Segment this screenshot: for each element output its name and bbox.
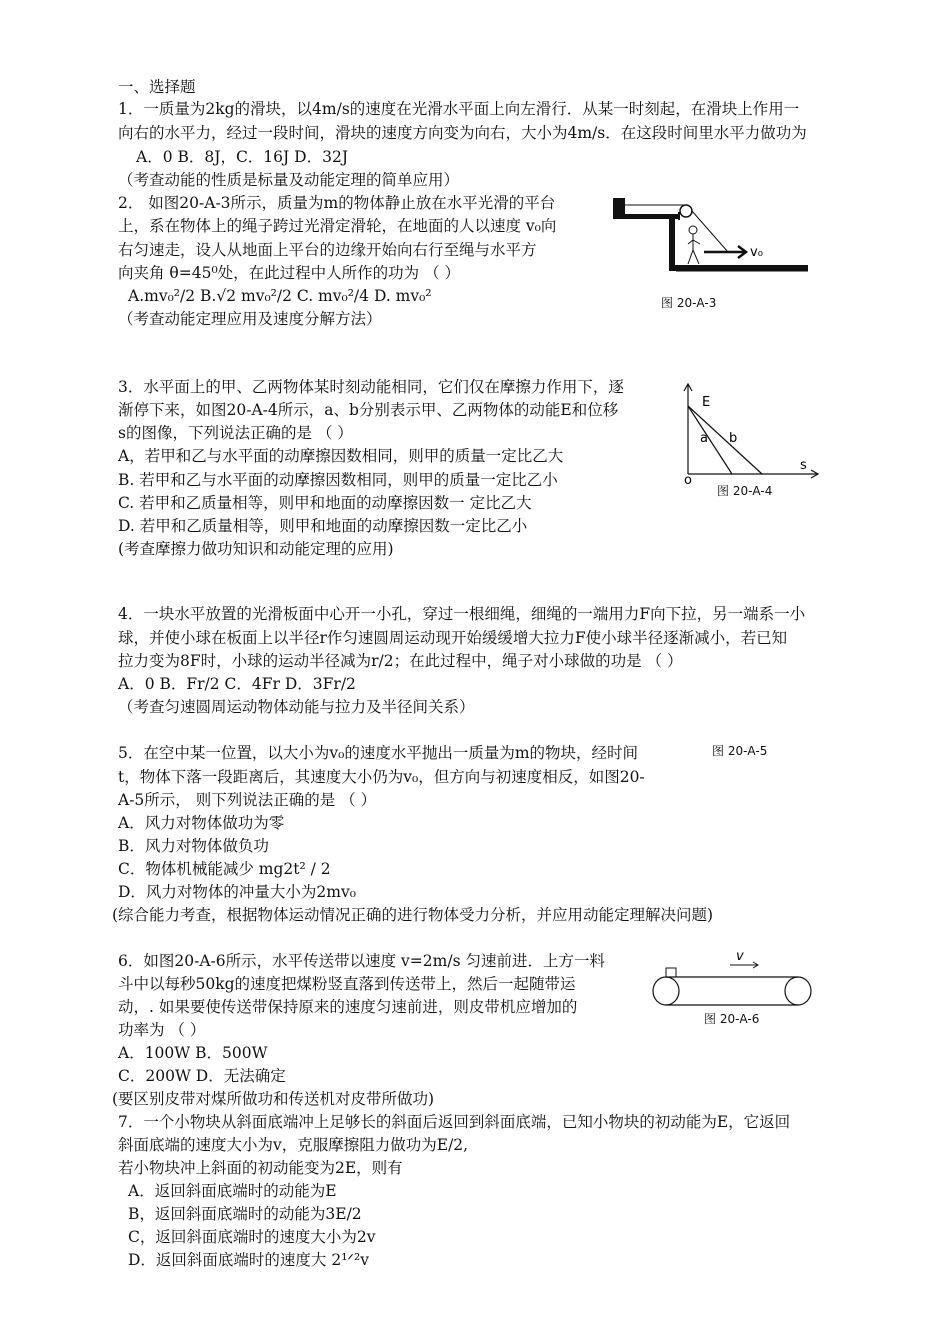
q3-line: 渐停下来，如图20-A-4所示，a、b分别表示甲、乙两物体的动能E和位移 <box>118 401 619 419</box>
q1-line: 向右的水平力，经过一段时间，滑块的速度方向变为向右，大小为4m/s．在这段时间里水平力做功为 <box>118 124 807 142</box>
q2-line: 右匀速走，设人从地面上平台的边缘开始向右行至绳与水平方 <box>118 241 537 259</box>
q6-note: (要区别皮带对煤所做功和传送机对皮带所做功) <box>112 1090 435 1108</box>
q6-options: A．100W B．500W <box>118 1044 268 1062</box>
q5-line: A-5所示， 则下列说法正确的是 （ ） <box>118 791 377 809</box>
q4-options: A．0 B．Fr/2 C．4Fr D．3Fr/2 <box>118 675 356 693</box>
axis-s-label: s <box>800 458 807 473</box>
q3-line: 3．水平面上的甲、乙两物体某时刻动能相同，它们仅在摩擦力作用下，逐 <box>118 378 624 396</box>
q4-line: 球，并使小球在板面上以半径r作匀速圆周运动现开始缓缓增大拉力F使小球半径逐渐减小，若已知 <box>118 629 788 647</box>
q3-option-c: C. 若甲和乙质量相等，则甲和地面的动摩擦因数一 定比乙大 <box>118 494 532 512</box>
q1-options: A．0 B．8J，C．16J D．32J <box>136 148 349 166</box>
q7-option-b: B，返回斜面底端时的动能为3E/2 <box>128 1205 362 1223</box>
q2-line: 上，系在物体上的绳子跨过光滑定滑轮，在地面的人以速度 v₀向 <box>118 217 557 235</box>
coal-block <box>666 968 676 977</box>
q5-option-c: C．物体机械能减少 mg2t² / 2 <box>118 860 331 878</box>
q4-line: 4．一块水平放置的光滑板面中心开一小孔，穿过一根细绳，细绳的一端用力F向下拉，另一端系一小 <box>118 605 806 623</box>
velocity-arrow-icon <box>704 246 746 258</box>
figure-caption: 图 20-A-5 <box>712 744 768 758</box>
figure-20-a-4 <box>682 380 822 488</box>
q5-line: 5．在空中某一位置，以大小为v₀的速度水平抛出一质量为m的物块，经时间 <box>118 744 639 762</box>
figure-20-a-3 <box>608 192 808 282</box>
velocity-arrow-icon <box>730 962 758 968</box>
q5-option-d: D．风力对物体的冲量大小为2mv₀ <box>118 883 356 901</box>
q7-option-c: C，返回斜面底端时的速度大小为2v <box>128 1228 376 1246</box>
q3-option-b: B. 若甲和乙与水平面的动摩擦因数相同，则甲的质量一定比乙小 <box>118 471 558 489</box>
q1-line: 1．一质量为2kg的滑块，以4m/s的速度在光滑水平面上向左滑行．从某一时刻起，在滑块上作用一 <box>118 100 800 118</box>
figure-caption: 图 20-A-3 <box>661 296 717 310</box>
q1-note: （考查动能的性质是标量及动能定理的简单应用） <box>118 171 460 189</box>
q5-option-b: B．风力对物体做负功 <box>118 837 269 855</box>
origin-label: o <box>684 473 692 488</box>
q7-option-d: D．返回斜面底端时的速度大 2¹ᐟ²v <box>128 1251 369 1269</box>
rope-diagonal <box>692 211 728 252</box>
q2-options: A.mv₀²/2 B.√2 mv₀²/2 C. mv₀²/4 D. mv₀² <box>128 287 432 305</box>
person-icon <box>688 226 700 264</box>
figure-20-a-6 <box>648 944 818 1009</box>
q3-option-a: A，若甲和乙与水平面的动摩擦因数相同，则甲的质量一定比乙大 <box>118 447 564 465</box>
q2-line: 2． 如图20-A-3所示，质量为m的物体静止放在水平光滑的平台 <box>118 194 556 212</box>
q3-option-d: D. 若甲和乙质量相等，则甲和地面的动摩擦因数一定比乙小 <box>118 517 528 535</box>
q7-option-a: A．返回斜面底端时的动能为E <box>128 1182 337 1200</box>
q7-line: 若小物块冲上斜面的初动能变为2E，则有 <box>118 1159 403 1177</box>
line-a-label: a <box>700 431 708 446</box>
q3-note: (考查摩擦力做功知识和动能定理的应用) <box>118 540 394 558</box>
q7-line: 斜面底端的速度大小为v，克服摩擦阻力做功为E/2, <box>118 1136 469 1154</box>
figure-caption: 图 20-A-4 <box>717 484 773 498</box>
q4-note: （考查匀速圆周运动物体动能与拉力及半径间关系） <box>118 698 475 716</box>
velocity-label: v <box>736 949 744 964</box>
section-title: 一、选择题 <box>118 78 196 96</box>
ground <box>669 265 808 271</box>
conveyor-belt <box>653 977 811 1005</box>
q7-line: 7．一个小物块从斜面底端冲上足够长的斜面后返回到斜面底端，已知小物块的初动能为E，它返回 <box>118 1113 791 1131</box>
platform-block <box>613 198 625 214</box>
q2-line: 向夹角 θ=45⁰处，在此过程中人所作的功为 （ ） <box>118 264 461 282</box>
q6-line: 动，. 如果要使传送带保持原来的速度匀速前进，则皮带机应增加的 <box>118 998 578 1016</box>
q6-line: 功率为 （ ） <box>118 1021 206 1039</box>
figure-caption: 图 20-A-6 <box>704 1012 760 1026</box>
q5-line: t，物体下落一段距离后，其速度大小仍为v₀，但方向与初速度相反，如图20- <box>118 768 645 786</box>
q4-line: 拉力变为8F时，小球的运动半径减为r/2；在此过程中，绳子对小球做的功是 （ ） <box>118 652 683 670</box>
platform <box>613 214 679 219</box>
axis-e-label: E <box>702 395 711 410</box>
line-b-label: b <box>729 431 738 446</box>
q6-options: C．200W D．无法确定 <box>118 1067 286 1085</box>
q6-line: 6．如图20-A-6所示，水平传送带以速度 v=2m/s 匀速前进．上方一料 <box>118 952 605 970</box>
velocity-label: v₀ <box>750 245 763 260</box>
q5-note: (综合能力考查，根据物体运动情况正确的进行物体受力分析，并应用动能定理解决问题) <box>112 906 714 924</box>
pulley <box>680 205 692 217</box>
q6-line: 斗中以每秒50kg的速度把煤粉竖直落到传送带上，然后一起随带运 <box>118 975 576 993</box>
wall <box>669 219 675 270</box>
q3-line: s的图像，下列说法正确的是 （ ） <box>118 424 353 442</box>
q5-option-a: A．风力对物体做功为零 <box>118 814 285 832</box>
q2-note: （考查动能定理应用及速度分解方法） <box>118 310 382 328</box>
